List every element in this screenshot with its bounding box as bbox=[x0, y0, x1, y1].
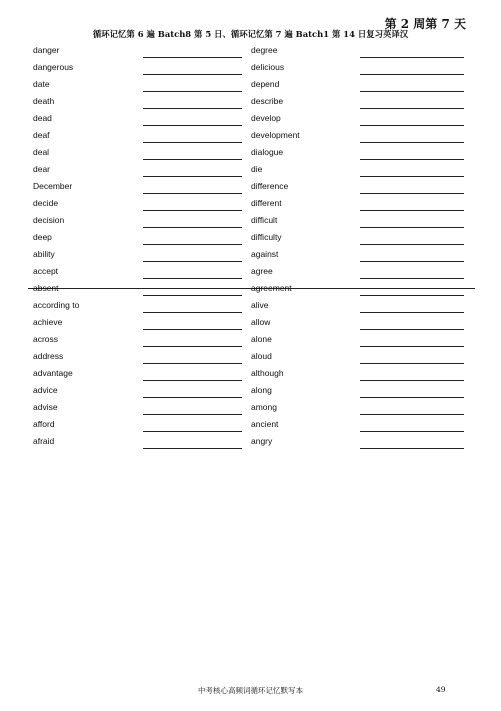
vocabulary-list bbox=[0, 42, 501, 450]
answer-blank-right[interactable] bbox=[360, 227, 464, 228]
vocab-row bbox=[0, 59, 501, 76]
answer-blank-left[interactable] bbox=[143, 414, 242, 415]
vocab-row bbox=[0, 365, 501, 382]
word-right: among bbox=[251, 402, 277, 412]
vocab-row bbox=[0, 382, 501, 399]
word-right: aloud bbox=[251, 351, 272, 361]
vocab-row bbox=[0, 433, 501, 450]
answer-blank-left[interactable] bbox=[143, 210, 242, 211]
word-right: dialogue bbox=[251, 147, 284, 157]
word-left: death bbox=[33, 96, 55, 106]
word-left: afford bbox=[33, 419, 55, 429]
word-right: difference bbox=[251, 181, 289, 191]
answer-blank-right[interactable] bbox=[360, 261, 464, 262]
word-right: difficulty bbox=[251, 232, 282, 242]
answer-blank-right[interactable] bbox=[360, 91, 464, 92]
vocab-row bbox=[0, 331, 501, 348]
section-2 bbox=[0, 246, 501, 450]
word-left: deep bbox=[33, 232, 52, 242]
word-right: allow bbox=[251, 317, 271, 327]
vocab-row bbox=[0, 195, 501, 212]
word-left: deaf bbox=[33, 130, 50, 140]
word-right: alive bbox=[251, 300, 269, 310]
answer-blank-left[interactable] bbox=[143, 312, 242, 313]
word-left: advice bbox=[33, 385, 58, 395]
answer-blank-left[interactable] bbox=[143, 125, 242, 126]
word-left: ability bbox=[33, 249, 55, 259]
answer-blank-left[interactable] bbox=[143, 244, 242, 245]
answer-blank-right[interactable] bbox=[360, 312, 464, 313]
word-left: absent bbox=[33, 283, 59, 293]
answer-blank-right[interactable] bbox=[360, 397, 464, 398]
word-right: degree bbox=[251, 45, 278, 55]
word-right: difficult bbox=[251, 215, 278, 225]
page-title: 循环记忆第 6 遍 Batch8 第 5 日、循环记忆第 7 遍 Batch1 第 14 日复习英译汉 bbox=[92, 29, 409, 39]
answer-blank-left[interactable] bbox=[143, 448, 242, 449]
answer-blank-right[interactable] bbox=[360, 57, 464, 58]
answer-blank-right[interactable] bbox=[360, 125, 464, 126]
answer-blank-right[interactable] bbox=[360, 108, 464, 109]
answer-blank-left[interactable] bbox=[143, 329, 242, 330]
answer-blank-right[interactable] bbox=[360, 346, 464, 347]
word-left: December bbox=[33, 181, 73, 191]
word-right: describe bbox=[251, 96, 284, 106]
vocab-row bbox=[0, 263, 501, 280]
word-right: although bbox=[251, 368, 284, 378]
answer-blank-left[interactable] bbox=[143, 397, 242, 398]
answer-blank-left[interactable] bbox=[143, 295, 242, 296]
word-right: different bbox=[251, 198, 282, 208]
word-left: dead bbox=[33, 113, 52, 123]
vocab-row bbox=[0, 161, 501, 178]
word-right: alone bbox=[251, 334, 272, 344]
answer-blank-left[interactable] bbox=[143, 108, 242, 109]
vocab-row bbox=[0, 42, 501, 59]
answer-blank-left[interactable] bbox=[143, 431, 242, 432]
word-left: advise bbox=[33, 402, 58, 412]
word-right: ancient bbox=[251, 419, 279, 429]
word-left: decision bbox=[33, 215, 65, 225]
answer-blank-right[interactable] bbox=[360, 448, 464, 449]
word-left: decide bbox=[33, 198, 59, 208]
answer-blank-right[interactable] bbox=[360, 74, 464, 75]
answer-blank-left[interactable] bbox=[143, 380, 242, 381]
answer-blank-right[interactable] bbox=[360, 278, 464, 279]
answer-blank-left[interactable] bbox=[143, 176, 242, 177]
page-number: 49 bbox=[436, 685, 446, 694]
vocab-row bbox=[0, 76, 501, 93]
answer-blank-left[interactable] bbox=[143, 57, 242, 58]
answer-blank-right[interactable] bbox=[360, 363, 464, 364]
vocab-row bbox=[0, 280, 501, 297]
word-left: deal bbox=[33, 147, 50, 157]
word-right: depend bbox=[251, 79, 280, 89]
word-left: achieve bbox=[33, 317, 63, 327]
vocab-row bbox=[0, 246, 501, 263]
answer-blank-left[interactable] bbox=[143, 261, 242, 262]
word-left: date bbox=[33, 79, 50, 89]
vocab-row bbox=[0, 399, 501, 416]
vocab-row bbox=[0, 93, 501, 110]
answer-blank-left[interactable] bbox=[143, 159, 242, 160]
word-right: delicious bbox=[251, 62, 285, 72]
word-left: advantage bbox=[33, 368, 73, 378]
word-left: dangerous bbox=[33, 62, 74, 72]
answer-blank-left[interactable] bbox=[143, 193, 242, 194]
answer-blank-right[interactable] bbox=[360, 414, 464, 415]
word-right: along bbox=[251, 385, 272, 395]
vocab-row bbox=[0, 314, 501, 331]
vocab-row bbox=[0, 110, 501, 127]
answer-blank-left[interactable] bbox=[143, 91, 242, 92]
answer-blank-right[interactable] bbox=[360, 244, 464, 245]
vocab-row bbox=[0, 212, 501, 229]
answer-blank-right[interactable] bbox=[360, 210, 464, 211]
word-right: die bbox=[251, 164, 263, 174]
answer-blank-right[interactable] bbox=[360, 380, 464, 381]
answer-blank-right[interactable] bbox=[360, 193, 464, 194]
answer-blank-right[interactable] bbox=[360, 142, 464, 143]
word-left: danger bbox=[33, 45, 60, 55]
answer-blank-left[interactable] bbox=[143, 227, 242, 228]
day-label: 第 2 周第 7 天 bbox=[384, 17, 466, 31]
vocab-row bbox=[0, 416, 501, 433]
answer-blank-right[interactable] bbox=[360, 176, 464, 177]
vocab-row bbox=[0, 229, 501, 246]
section-1 bbox=[0, 42, 501, 246]
answer-blank-left[interactable] bbox=[143, 363, 242, 364]
vocab-row bbox=[0, 178, 501, 195]
answer-blank-right[interactable] bbox=[360, 295, 464, 296]
vocab-row bbox=[0, 144, 501, 161]
vocab-row bbox=[0, 127, 501, 144]
word-left: afraid bbox=[33, 436, 55, 446]
word-right: agree bbox=[251, 266, 273, 276]
answer-blank-right[interactable] bbox=[360, 431, 464, 432]
word-right: angry bbox=[251, 436, 273, 446]
footer-book-title: 中考核心高频词循环记忆默写本 bbox=[198, 686, 303, 695]
answer-blank-left[interactable] bbox=[143, 74, 242, 75]
answer-blank-right[interactable] bbox=[360, 329, 464, 330]
answer-blank-right[interactable] bbox=[360, 159, 464, 160]
answer-blank-left[interactable] bbox=[143, 346, 242, 347]
answer-blank-left[interactable] bbox=[143, 142, 242, 143]
vocab-row bbox=[0, 348, 501, 365]
word-left: accept bbox=[33, 266, 59, 276]
vocab-row bbox=[0, 297, 501, 314]
word-right: agreement bbox=[251, 283, 292, 293]
word-right: against bbox=[251, 249, 279, 259]
word-left: dear bbox=[33, 164, 51, 174]
answer-blank-left[interactable] bbox=[143, 278, 242, 279]
word-left: according to bbox=[33, 300, 80, 310]
word-right: develop bbox=[251, 113, 281, 123]
word-right: development bbox=[251, 130, 300, 140]
word-left: across bbox=[33, 334, 59, 344]
word-left: address bbox=[33, 351, 64, 361]
